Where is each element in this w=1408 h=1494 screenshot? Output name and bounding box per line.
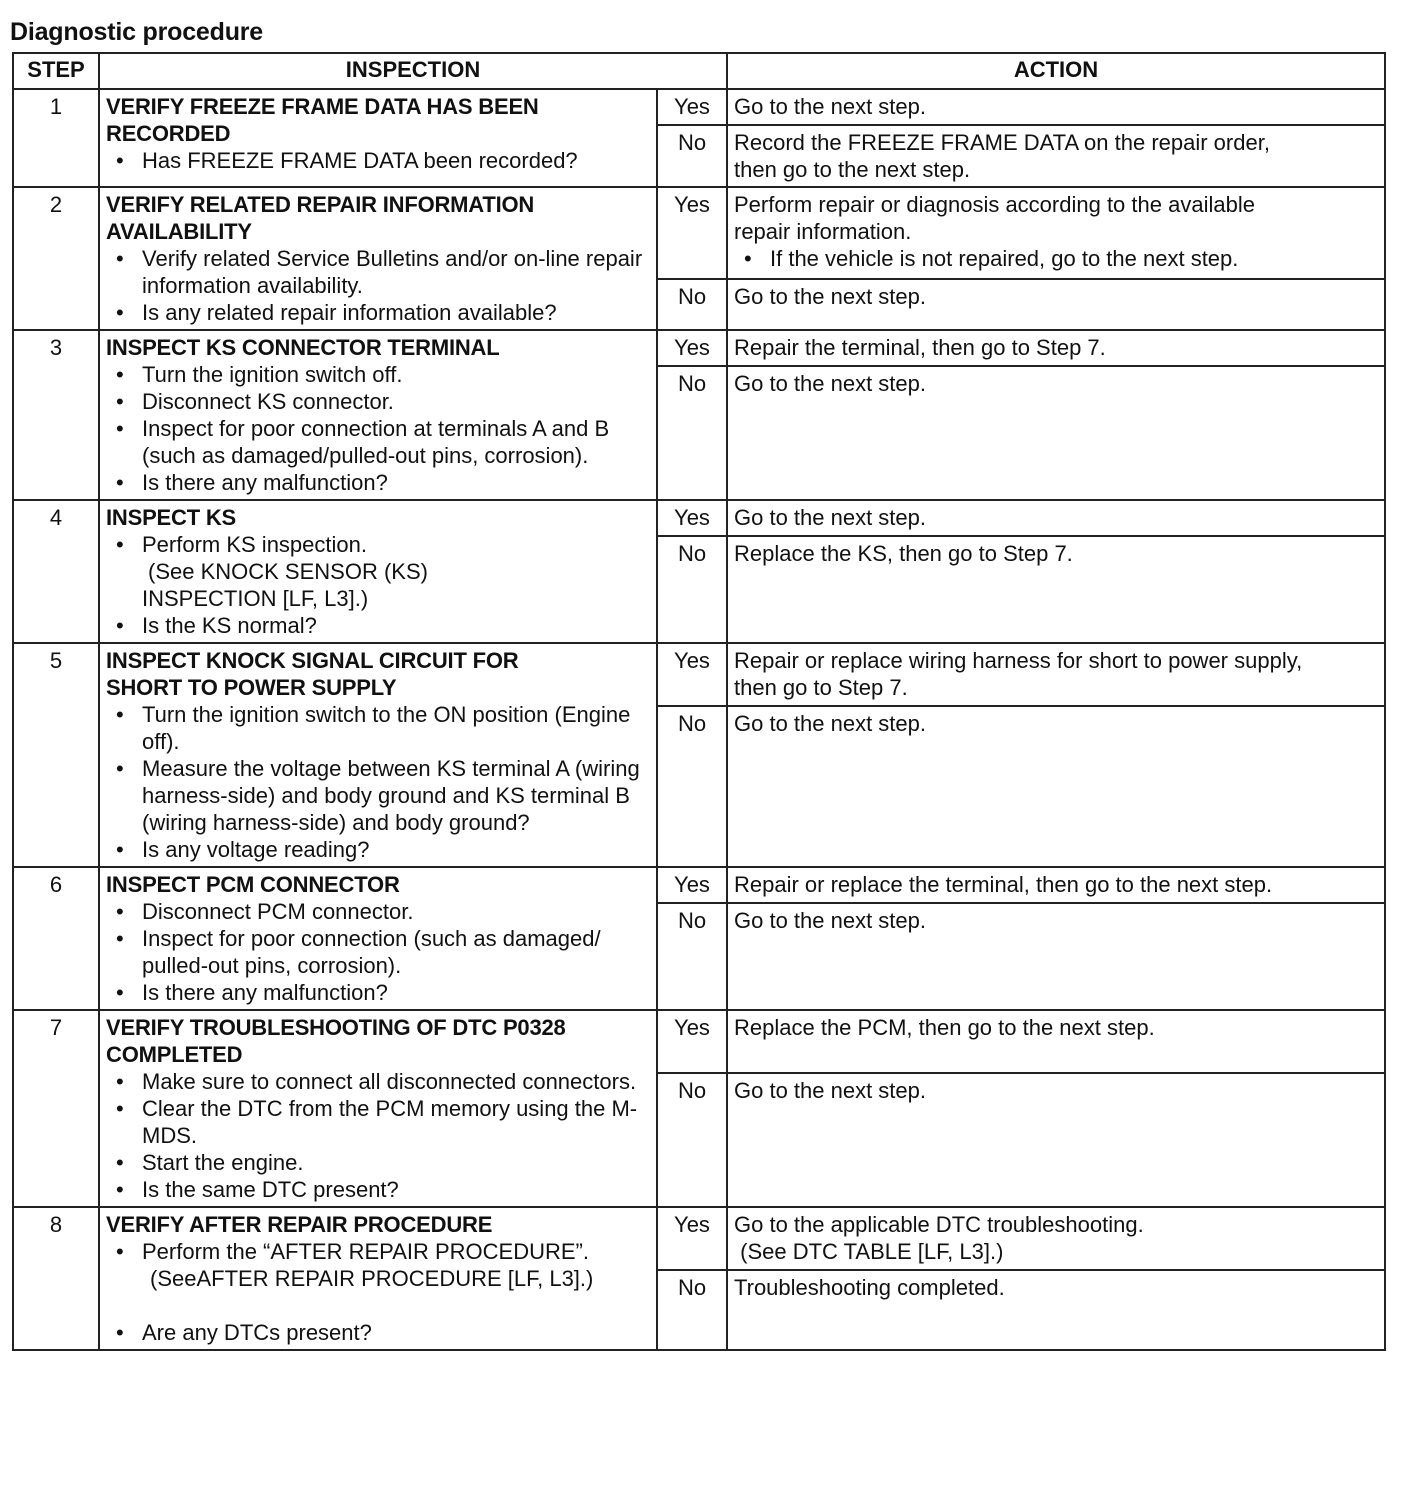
- answer-yes: Yes: [657, 643, 727, 706]
- answer-no: No: [657, 536, 727, 643]
- list-item: • Is there any malfunction?: [142, 469, 650, 496]
- table-row: [13, 867, 1385, 903]
- list-item: • Is the KS normal?: [142, 612, 650, 639]
- action-yes: Go to the applicable DTC troubleshooting. (See DTC TABLE [LF, L3].): [727, 1207, 1385, 1270]
- action-sub-bullets: [734, 245, 1378, 272]
- inspection-cell: [99, 500, 657, 643]
- inspection-title: INSPECT KNOCK SIGNAL CIRCUIT FOR SHORT TO POWER SUPPLY: [106, 648, 519, 700]
- list-item: • Inspect for poor connection (such as damaged/ pulled-out pins, corrosion).: [142, 925, 650, 979]
- action-yes: Go to the next step.: [727, 500, 1385, 536]
- action-yes: Perform repair or diagnosis according to the available repair information. • If the vehicle is not repaired, go to the next step.: [727, 187, 1385, 279]
- answer-no: No: [657, 125, 727, 187]
- inspection-title: VERIFY AFTER REPAIR PROCEDURE: [106, 1212, 493, 1237]
- list-item: • Turn the ignition switch off.: [142, 361, 650, 388]
- inspection-title: INSPECT KS: [106, 505, 237, 530]
- inspection-cell: [99, 89, 657, 187]
- list-item: • Disconnect PCM connector.: [142, 898, 650, 925]
- header-row: [13, 53, 1385, 89]
- action-yes: Go to the next step.: [727, 89, 1385, 125]
- table-row: [13, 330, 1385, 366]
- action-no: Go to the next step.: [727, 366, 1385, 500]
- see-reference: (See KNOCK SENSOR (KS): [148, 559, 428, 584]
- list-item: • Has FREEZE FRAME DATA been recorded?: [142, 147, 650, 174]
- step-number: 7: [13, 1010, 99, 1207]
- list-item: • Make sure to connect all disconnected connectors.: [142, 1068, 650, 1095]
- step-number: 1: [13, 89, 99, 187]
- table-row: [13, 1010, 1385, 1073]
- see-reference: (SeeAFTER REPAIR PROCEDURE [LF, L3].): [150, 1266, 594, 1291]
- list-item: • Is the same DTC present?: [142, 1176, 650, 1203]
- inspection-cell: [99, 187, 657, 330]
- inspection-cell: [99, 1207, 657, 1350]
- list-item: • If the vehicle is not repaired, go to the next step.: [770, 245, 1378, 272]
- list-item: • Perform KS inspection. (See KNOCK SENSOR (KS) INSPECTION [LF, L3].): [142, 531, 650, 612]
- list-item: • Inspect for poor connection at terminals A and B (such as damaged/pulled-out pins, corrosion).: [142, 415, 650, 469]
- inspection-bullets: [106, 898, 650, 1006]
- inspection-cell: [99, 1010, 657, 1207]
- column-header-action: ACTION: [727, 53, 1385, 89]
- inspection-bullets: [106, 1319, 650, 1346]
- answer-yes: Yes: [657, 187, 727, 279]
- step-number: 6: [13, 867, 99, 1010]
- column-header-step: STEP: [13, 53, 99, 89]
- table-row: [13, 187, 1385, 279]
- step-number: 2: [13, 187, 99, 330]
- inspection-cell: [99, 330, 657, 500]
- step-number: 3: [13, 330, 99, 500]
- list-item: • Start the engine.: [142, 1149, 650, 1176]
- inspection-title: INSPECT PCM CONNECTOR: [106, 872, 400, 897]
- action-yes: Repair or replace the terminal, then go to the next step.: [727, 867, 1385, 903]
- column-header-inspection: INSPECTION: [99, 53, 727, 89]
- inspection-title: VERIFY FREEZE FRAME DATA HAS BEEN RECORDED: [106, 94, 539, 146]
- step-number: 5: [13, 643, 99, 867]
- answer-yes: Yes: [657, 1010, 727, 1073]
- inspection-bullets: [106, 361, 650, 496]
- inspection-title: VERIFY RELATED REPAIR INFORMATION AVAILABILITY: [106, 192, 535, 244]
- inspection-title: VERIFY TROUBLESHOOTING OF DTC P0328 COMPLETED: [106, 1015, 566, 1067]
- inspection-cell: [99, 643, 657, 867]
- action-yes: Replace the PCM, then go to the next step.: [727, 1010, 1385, 1073]
- action-yes: Repair the terminal, then go to Step 7.: [727, 330, 1385, 366]
- inspection-bullets: [106, 531, 650, 639]
- action-no: Troubleshooting completed.: [727, 1270, 1385, 1350]
- list-item: • Is there any malfunction?: [142, 979, 650, 1006]
- table-row: [13, 643, 1385, 706]
- table-row: [13, 89, 1385, 125]
- action-no: Go to the next step.: [727, 1073, 1385, 1207]
- diagnostic-procedure-table: [12, 52, 1386, 1351]
- table-row: [13, 1207, 1385, 1270]
- table-row: [13, 500, 1385, 536]
- inspection-bullets: [106, 701, 650, 863]
- inspection-bullets: [106, 1068, 650, 1203]
- list-item: • Verify related Service Bulletins and/or on-line repair information availability.: [142, 245, 650, 299]
- answer-yes: Yes: [657, 1207, 727, 1270]
- list-item: • Turn the ignition switch to the ON position (Engine off).: [142, 701, 650, 755]
- answer-yes: Yes: [657, 500, 727, 536]
- action-no: Go to the next step.: [727, 706, 1385, 867]
- list-item: • Is any voltage reading?: [142, 836, 650, 863]
- answer-no: No: [657, 1073, 727, 1207]
- page-title: Diagnostic procedure: [10, 18, 263, 46]
- see-reference: INSPECTION [LF, L3].): [142, 586, 369, 611]
- step-number: 4: [13, 500, 99, 643]
- inspection-title: INSPECT KS CONNECTOR TERMINAL: [106, 335, 500, 360]
- list-item: • Is any related repair information available?: [142, 299, 650, 326]
- answer-yes: Yes: [657, 330, 727, 366]
- action-no: Replace the KS, then go to Step 7.: [727, 536, 1385, 643]
- list-item: • Measure the voltage between KS terminal A (wiring harness-side) and body ground and KS terminal B (wiring harness-side) and body ground?: [142, 755, 650, 836]
- action-no: Record the FREEZE FRAME DATA on the repair order, then go to the next step.: [727, 125, 1385, 187]
- inspection-bullets: [106, 1238, 650, 1292]
- answer-no: No: [657, 706, 727, 867]
- answer-no: No: [657, 366, 727, 500]
- inspection-bullets: [106, 245, 650, 326]
- action-yes: Repair or replace wiring harness for short to power supply, then go to Step 7.: [727, 643, 1385, 706]
- step-number: 8: [13, 1207, 99, 1350]
- answer-no: No: [657, 279, 727, 330]
- list-item: • Are any DTCs present?: [142, 1319, 650, 1346]
- inspection-cell: [99, 867, 657, 1010]
- answer-yes: Yes: [657, 867, 727, 903]
- list-item: • Clear the DTC from the PCM memory using the M-MDS.: [142, 1095, 650, 1149]
- list-item: • Disconnect KS connector.: [142, 388, 650, 415]
- list-item: • Perform the “AFTER REPAIR PROCEDURE”. (SeeAFTER REPAIR PROCEDURE [LF, L3].): [142, 1238, 650, 1292]
- action-no: Go to the next step.: [727, 279, 1385, 330]
- answer-no: No: [657, 903, 727, 1010]
- answer-no: No: [657, 1270, 727, 1350]
- inspection-bullets: [106, 147, 650, 174]
- action-no: Go to the next step.: [727, 903, 1385, 1010]
- answer-yes: Yes: [657, 89, 727, 125]
